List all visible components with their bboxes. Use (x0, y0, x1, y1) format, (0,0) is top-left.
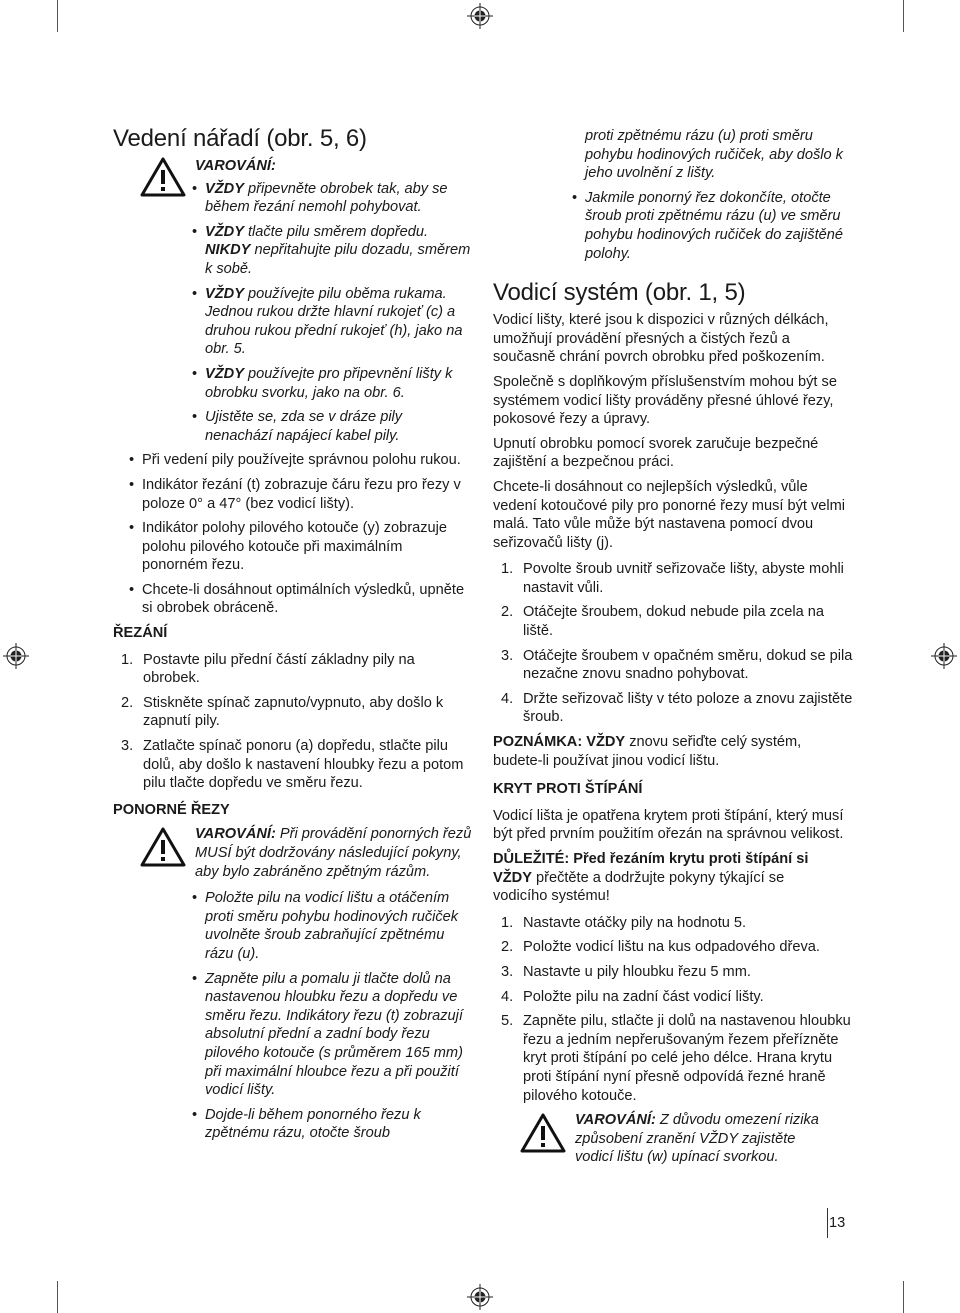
warning-item: • VŽDY používejte pilu oběma rukama. Jednou rukou držte hlavní rukojeť (c) a druhou rukou přední rukojeť (h), jako na obr. 5. (192, 285, 463, 358)
page-number-divider (827, 1208, 828, 1238)
splinter-guard-step: 2. Položte vodicí lištu na kus odpadového dřeva. (501, 939, 820, 956)
guide-adjust-step: 4. Držte seřizovač lišty v této poloze a znovu zajistěte šroub. (501, 690, 853, 726)
guide-adjust-step: 3. Otáčejte šroubem v opačném směru, dokud se pila nezačne znovu snadno pohybovat. (501, 647, 853, 683)
continued-warning-text: proti zpětnému rázu (u) proti směru pohybu hodinových ručiček, aby došlo k jeho uvolnění z lišty. (585, 128, 843, 182)
section-title-guide-system: Vodicí systém (obr. 1, 5) (493, 279, 746, 307)
splinter-guard-step: 5. Zapněte pilu, stlačte ji dolů na nastavenou hloubku řezu a jedním nepřerušovaným řezem přeřízněte kryt proti štípání po celé jeho délce. Hrana krytu proti štípání nyní přesně odpovídá řezné hraně pilového kotouče. (501, 1013, 851, 1104)
splinter-guard-step: 4. Položte pilu na zadní část vodicí lišty. (501, 988, 764, 1005)
cutting-step: 1. Postavte pilu přední částí základny pily na obrobek. (121, 651, 415, 687)
warning-item: • Ujistěte se, zda se v dráze pily nenachází napájecí kabel pily. (192, 409, 403, 444)
plunge-warning-item: • Dojde-li během ponorného řezu k zpětnému rázu, otočte šroub (192, 1106, 421, 1142)
splinter-guard-step: 3. Nastavte u pily hloubku řezu 5 mm. (501, 963, 751, 980)
guidance-bullet: • Při vedení pily používejte správnou polohu rukou. (129, 452, 461, 469)
important-paragraph: DŮLEŽITÉ: Před řezáním krytu proti štípání si VŽDY přečtěte a dodržujte pokyny týkající se vodicího systému! (493, 851, 809, 905)
plunge-warning-item: • Zapněte pilu a pomalu ji tlačte dolů na nastavenou hloubku řezu a dopředu ve směru řezu. Indikátory řezu (t) zobrazují absolutní přední a zadní body řezu pilového kotouče (s průměrem 165 mm) při maximální hloubce řezu a při použití vodicí lišty. (192, 970, 463, 1099)
registration-mark-top-icon (467, 3, 493, 29)
plunge-warning-item: • Položte pilu na vodicí lištu a otáčením proti směru pohybu hodinových ručiček uvolněte šroub zabraňující zpětnému rázu (u). (192, 890, 459, 962)
guide-adjust-steps (493, 560, 853, 727)
left-column (113, 125, 473, 1149)
guide-adjust-step: 1. Povolte šroub uvnitř seřizovače lišty, abyste mohli nastavit vůli. (501, 561, 844, 596)
warning-block-plunge (113, 825, 473, 1143)
crop-mark-bottom-left (57, 1281, 58, 1313)
splinter-guard-steps (493, 914, 853, 1105)
continued-warning-list (493, 189, 845, 263)
registration-mark-bottom-icon (467, 1284, 493, 1310)
section-title-tool-guidance: Vedení nářadí (obr. 5, 6) (113, 125, 367, 152)
warning-triangle-icon (520, 1113, 566, 1153)
guide-system-paragraph: Vodicí lišty, které jsou k dispozici v různých délkách, umožňují provádění přesných a čistých řezů a současně chrání povrch obrobku před poškozením. (493, 312, 829, 366)
cutting-step: 2. Stiskněte spínač zapnuto/vypnuto, aby došlo k zapnutí pily. (121, 694, 444, 730)
continued-warning-item: • Jakmile ponorný řez dokončíte, otočte šroub proti zpětnému rázu (u) ve směru pohybu hodinových ručiček do zajištěné polohy. (572, 189, 843, 262)
plunge-cuts-heading: PONORNÉ ŘEZY (113, 801, 230, 818)
cutting-step: 3. Zatlačte spínač ponoru (a) dopředu, stlačte pilu dolů, aby došlo k nastavení hloubky řezu a potom pilu tlačte dopředu ve směru řezu. (121, 738, 464, 792)
crop-mark-bottom-right (903, 1281, 904, 1313)
crop-mark-top-left (57, 0, 58, 32)
cutting-steps (113, 651, 473, 793)
guide-system-paragraph: Upnutí obrobku pomocí svorek zaručuje bezpečné zajištění a bezpečnou práci. (493, 435, 819, 471)
warning-list (192, 180, 473, 446)
cutting-heading: ŘEZÁNÍ (113, 625, 168, 642)
right-column (493, 127, 853, 1167)
registration-mark-left-icon (3, 643, 29, 669)
warning-label: VAROVÁNÍ: (195, 158, 276, 174)
splinter-guard-step: 1. Nastavte otáčky pily na hodnotu 5. (501, 914, 747, 931)
warning-block-guidance (113, 157, 473, 445)
splinter-guard-heading: KRYT PROTI ŠTÍPÁNÍ (493, 781, 643, 798)
warning-block-splinter (493, 1111, 825, 1167)
warning-item: • VŽDY používejte pro připevnění lišty k obrobku svorku, jako na obr. 6. (192, 365, 453, 401)
guidance-bullet-list (113, 451, 472, 618)
guide-system-paragraph: Společně s doplňkovým příslušenstvím mohou být se systémem vodicí lišty prováděny přesné úhlové řezy, pokosové řezy a úpravy. (493, 373, 837, 428)
plunge-warning-text: VAROVÁNÍ: Při provádění ponorných řezů MUSÍ být dodržovány následující pokyny, aby bylo zabráněno zpětným rázům. (195, 826, 472, 880)
warning-triangle-icon (140, 827, 186, 867)
page-number: 13 (829, 1215, 846, 1231)
warning-item: • VŽDY připevněte obrobek tak, aby se během řezání nemohl pohybovat. (192, 180, 448, 216)
splinter-warning-text: VAROVÁNÍ: Z důvodu omezení rizika způsobení zranění VŽDY zajistěte vodicí lištu (w) upínací svorkou. (575, 1112, 819, 1166)
note-paragraph: POZNÁMKA: VŽDY znovu seřiďte celý systém, budete-li používat jinou vodicí lištu. (493, 734, 802, 769)
crop-mark-top-right (903, 0, 904, 32)
guidance-bullet: • Chcete-li dosáhnout optimálních výsledků, upněte si obrobek obráceně. (129, 581, 465, 617)
guidance-bullet: • Indikátor polohy pilového kotouče (y) zobrazuje polohu pilového kotouče při maximálním ponorném řezu. (129, 520, 448, 574)
guide-system-paragraph: Chcete-li dosáhnout co nejlepších výsledků, vůle vedení kotoučové pily pro ponorné řezy musí být velmi malá. Tato vůle může být nastavena pomocí dvou seřizovačů lišty (j). (493, 478, 846, 551)
guidance-bullet: • Indikátor řezání (t) zobrazuje čáru řezu pro řezy v poloze 0° a 47° (bez vodicí lišty). (129, 476, 461, 512)
splinter-guard-paragraph: Vodicí lišta je opatřena krytem proti štípání, který musí být před prvním použitím ořezán na správnou velikost. (493, 807, 844, 843)
registration-mark-right-icon (931, 643, 957, 669)
warning-triangle-icon (140, 157, 186, 197)
warning-item: • VŽDY tlačte pilu směrem dopředu. NIKDY nepřitahujte pilu dozadu, směrem k sobě. (192, 223, 471, 277)
guide-adjust-step: 2. Otáčejte šroubem, dokud nebude pila zcela na liště. (501, 604, 824, 640)
plunge-warning-list (192, 889, 473, 1143)
